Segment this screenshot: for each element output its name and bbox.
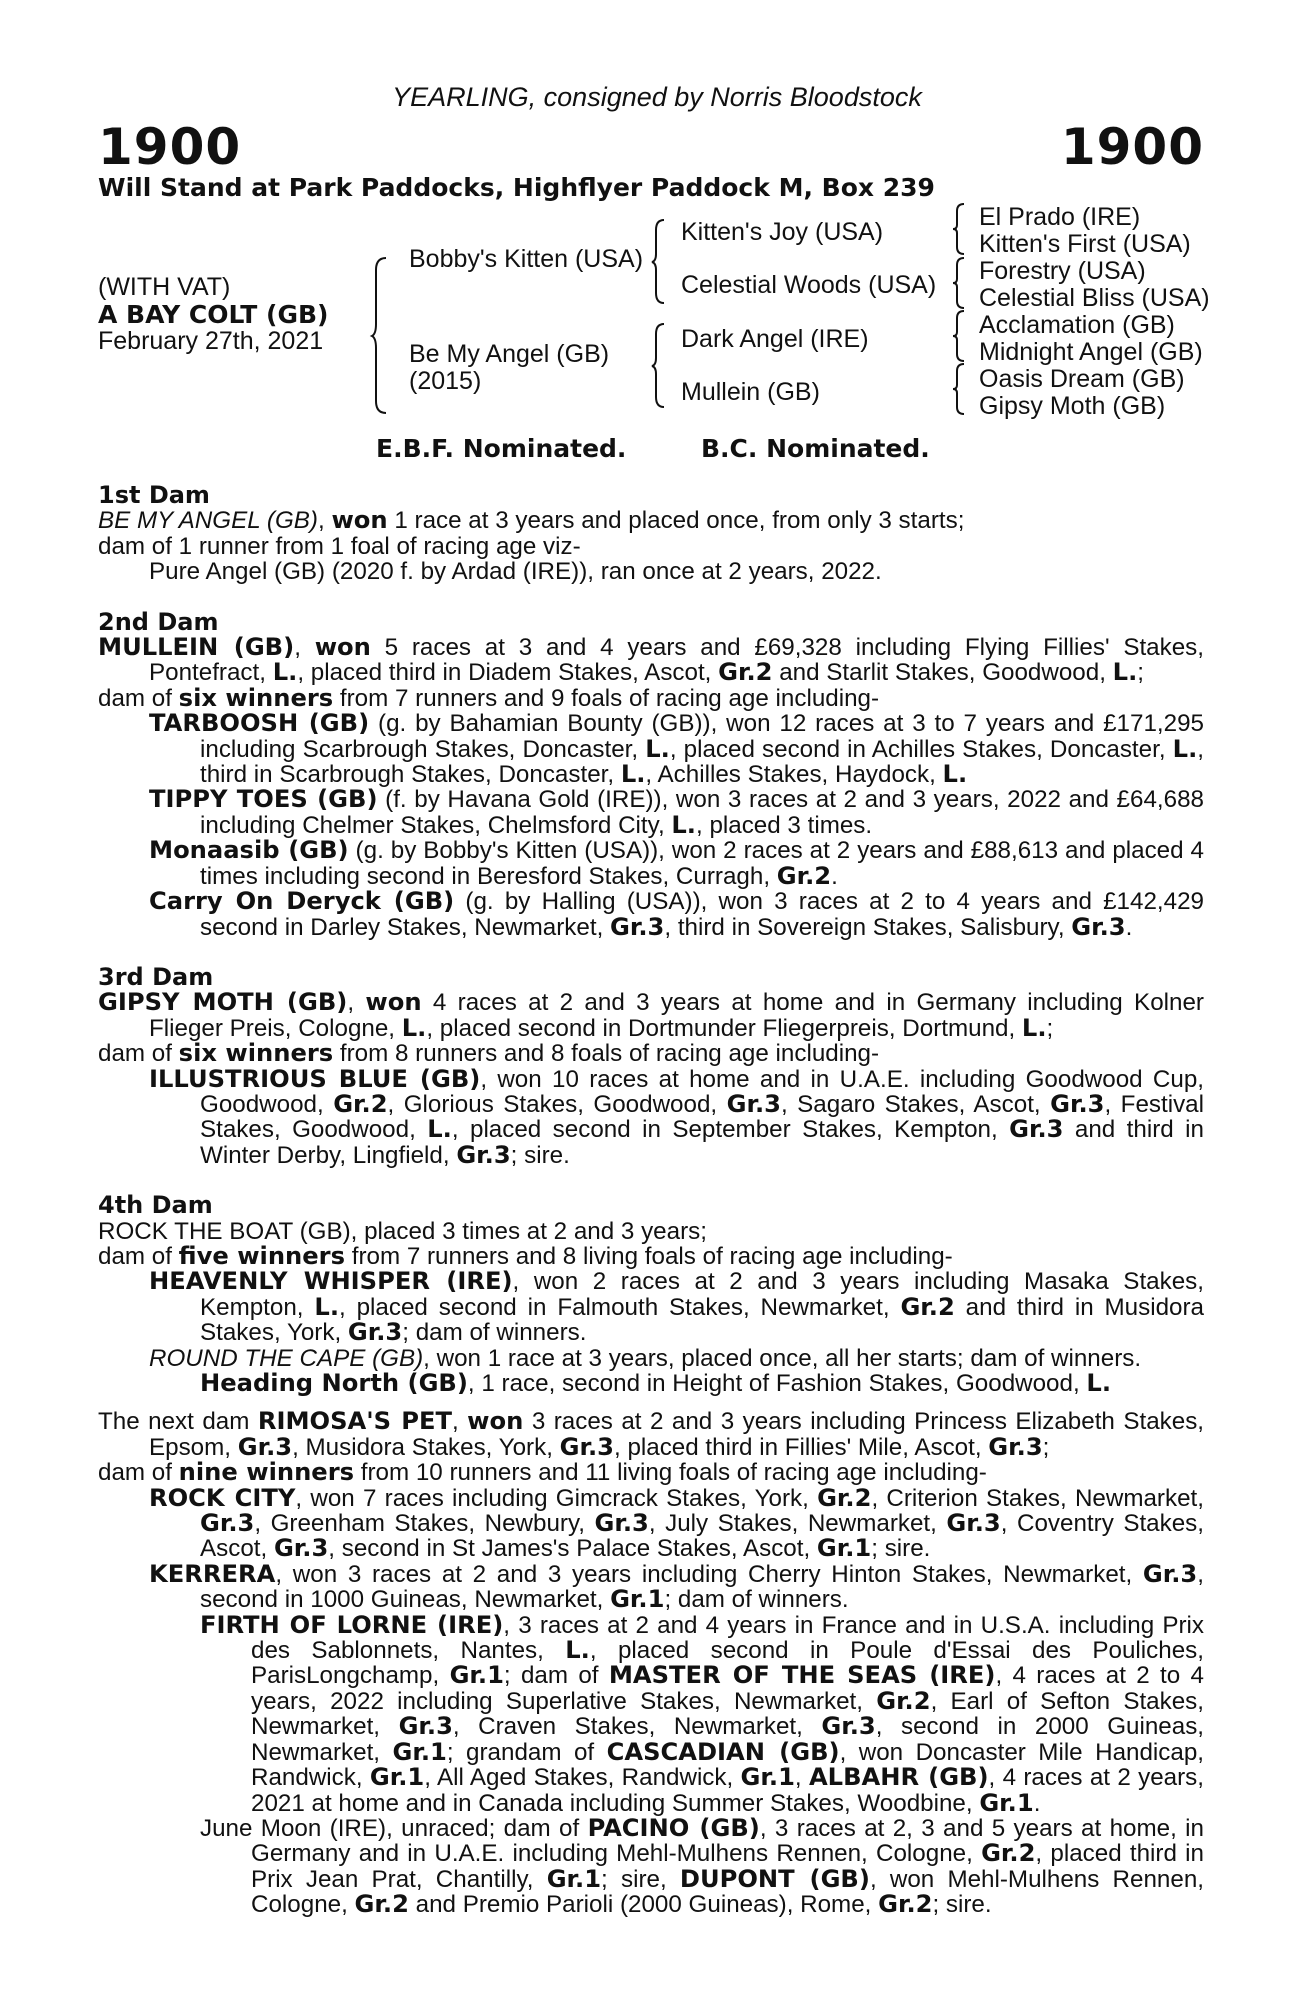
list-item: ROUND THE CAPE (GB), won 1 race at 3 years, placed once, all her starts; dam of winners.	[149, 1344, 1142, 1372]
list-item: Heading North (GB), 1 race, second in Height of Fashion Stakes, Goodwood, L.	[200, 1369, 1112, 1397]
dam-year: (2015)	[409, 367, 482, 395]
ds-sire: Acclamation (GB)	[979, 311, 1175, 339]
third-dam-produce: dam of six winners from 8 runners and 8 foals of racing age including-	[98, 1039, 880, 1068]
dd-sire: Oasis Dream (GB)	[979, 365, 1185, 393]
second-dam-heading: 2nd Dam	[98, 607, 219, 636]
dam-sire: Dark Angel (IRE)	[681, 325, 869, 353]
dd-dam: Gipsy Moth (GB)	[979, 392, 1166, 420]
ds-dam: Midnight Angel (GB)	[979, 338, 1203, 366]
consignor-note: YEARLING, consigned by Norris Bloodstock	[392, 82, 922, 112]
horse-name: A BAY COLT (GB)	[98, 300, 329, 329]
bc-nominated: B.C. Nominated.	[701, 434, 930, 463]
first-dam-line: BE MY ANGEL (GB), won 1 race at 3 years and placed once, from only 3 starts;	[98, 506, 965, 535]
pedigree-bracket-sire	[652, 220, 668, 303]
fourth-dam-produce: dam of five winners from 7 runners and 8 living foals of racing age including-	[98, 1241, 953, 1270]
list-item: June Moon (IRE), unraced; dam of PACINO (GB), 3 races at 2, 3 and 5 years at home, in Germany and in U.A.E. including Mehl-Mulhens Rennen, Cologne, Gr.2, placed third in Prix Jean Prat, Chantilly, Gr.1; sire, DUPONT (GB), won Mehl-Mulhens Rennen, Cologne, Gr.2 and Premio Parioli (2000 Guineas), Rome, Gr.2; sire.	[200, 1813, 1204, 1919]
list-item: FIRTH OF LORNE (IRE), 3 races at 2 and 4 years in France and in U.S.A. including Prix des Sablonnets, Nantes, L., placed second in Poule d'Essai des Pouliches, ParisLongchamp, Gr.1; dam of MASTER OF THE SEAS (IRE), 4 races at 2 to 4 years, 2022 including Superlative Stakes, Newmarket, Gr.2, Earl of Sefton Stakes, Newmarket, Gr.3, Craven Stakes, Newmarket, Gr.3, second in 2000 Guineas, Newmarket, Gr.1; grandam of CASCADIAN (GB), won Doncaster Mile Handicap, Randwick, Gr.1, All Aged Stakes, Randwick, Gr.1, ALBAHR (GB), 4 races at 2 years, 2021 at home and in Canada including Summer Stakes, Woodbine, Gr.1.	[200, 1610, 1205, 1817]
dam-name: Be My Angel (GB)	[409, 340, 610, 368]
first-dam-heading: 1st Dam	[98, 481, 210, 509]
pedigree-bracket-3c	[953, 311, 967, 361]
list-item: HEAVENLY WHISPER (IRE), won 2 races at 2 and 3 years including Masaka Stakes, Kempton, L., placed second in Falmouth Stakes, Newmarket, Gr.2 and third in Musidora Stakes, York, Gr.3; dam of winners.	[149, 1267, 1205, 1347]
ebf-nominated: E.B.F. Nominated.	[376, 434, 627, 463]
next-dam-record: The next dam RIMOSA'S PET, won 3 races at 2 and 3 years including Princess Elizabeth Stakes, Epsom, Gr.3, Musidora Stakes, York, Gr.3, placed third in Fillies' Mile, Ascot, Gr.3;	[98, 1407, 1205, 1461]
sd-dam: Celestial Bliss (USA)	[979, 284, 1210, 312]
list-item: TARBOOSH (GB) (g. by Bahamian Bounty (GB)), won 12 races at 3 to 7 years and £171,295 including Scarbrough Stakes, Doncaster, L., placed second in Achilles Stakes, Doncaster, L., third in Scarbrough Stakes, Doncaster, L., Achilles Stakes, Haydock, L.	[149, 709, 1204, 789]
next-dam-produce: dam of nine winners from 10 runners and 11 living foals of racing age including-	[98, 1458, 987, 1487]
sd-sire: Forestry (USA)	[979, 257, 1146, 285]
ss-dam: Kitten's First (USA)	[979, 230, 1191, 258]
pedigree-bracket-3b	[953, 258, 967, 308]
foaling-date: February 27th, 2021	[98, 327, 324, 355]
list-item: Carry On Deryck (GB) (g. by Halling (USA)), won 3 races at 2 to 4 years and £142,429 second in Darley Stakes, Newmarket, Gr.3, third in Sovereign Stakes, Salisbury, Gr.3.	[149, 887, 1204, 941]
ss-sire: El Prado (IRE)	[979, 203, 1141, 231]
vat-note: (WITH VAT)	[98, 273, 231, 301]
third-dam-record: GIPSY MOTH (GB), won 4 races at 2 and 3 years at home and in Germany including Kolner Flieger Preis, Cologne, L., placed second in Dortmunder Fliegerpreis, Dortmund, L.;	[98, 988, 1204, 1042]
pedigree-bracket-3d	[953, 364, 967, 414]
list-item: KERRERA, won 3 races at 2 and 3 years including Cherry Hinton Stakes, Newmarket, Gr.3, second in 1000 Guineas, Newmarket, Gr.1; dam of winners.	[149, 1559, 1204, 1614]
second-dam-produce: dam of six winners from 7 runners and 9 foals of racing age including-	[98, 683, 880, 712]
list-item: Monaasib (GB) (g. by Bobby's Kitten (USA)), won 2 races at 2 years and £88,613 and placed 4 times including second in Beresford Stakes, Curragh, Gr.2.	[149, 836, 1204, 890]
pedigree-bracket-dam	[652, 324, 668, 407]
sire-name: Bobby's Kitten (USA)	[409, 245, 644, 273]
fourth-dam-heading: 4th Dam	[98, 1191, 213, 1220]
pedigree-bracket-main	[372, 258, 392, 413]
lot-number-right: 1900	[1060, 118, 1204, 176]
sire-sire: Kitten's Joy (USA)	[681, 218, 884, 246]
dam-dam: Mullein (GB)	[681, 378, 820, 406]
list-item: TIPPY TOES (GB) (f. by Havana Gold (IRE)), won 3 races at 2 and 3 years, 2022 and £64,688 including Chelmer Stakes, Chelmsford City, L., placed 3 times.	[149, 785, 1204, 839]
pedigree-bracket-3a	[953, 204, 967, 254]
first-dam-produce: dam of 1 runner from 1 foal of racing age viz-	[98, 532, 581, 560]
fourth-dam-record: ROCK THE BOAT (GB), placed 3 times at 2 and 3 years;	[98, 1217, 707, 1245]
catalogue-body	[98, 483, 1204, 1918]
lot-number-left: 1900	[98, 118, 242, 176]
sire-dam: Celestial Woods (USA)	[681, 271, 937, 299]
first-dam-foal: Pure Angel (GB) (2020 f. by Ardad (IRE)), ran once at 2 years, 2022.	[149, 558, 882, 586]
list-item: ROCK CITY, won 7 races including Gimcrack Stakes, York, Gr.2, Criterion Stakes, Newmarket, Gr.3, Greenham Stakes, Newbury, Gr.3, July Stakes, Newmarket, Gr.3, Coventry Stakes, Ascot, Gr.3, second in St James's Palace Stakes, Ascot, Gr.1; sire.	[149, 1483, 1204, 1563]
list-item: ILLUSTRIOUS BLUE (GB), won 10 races at home and in U.A.E. including Goodwood Cup, Goodwood, Gr.2, Glorious Stakes, Goodwood, Gr.3, Sagaro Stakes, Ascot, Gr.3, Festival Stakes, Goodwood, L., placed second in September Stakes, Kempton, Gr.3 and third in Winter Derby, Lingfield, Gr.3; sire.	[149, 1064, 1205, 1169]
stand-location: Will Stand at Park Paddocks, Highflyer Paddock M, Box 239	[98, 173, 935, 202]
second-dam-record: MULLEIN (GB), won 5 races at 3 and 4 years and £69,328 including Flying Fillies' Stakes, Pontefract, L., placed third in Diadem Stakes, Ascot, Gr.2 and Starlit Stakes, Goodwood, L.;	[98, 633, 1204, 687]
third-dam-heading: 3rd Dam	[98, 962, 214, 991]
